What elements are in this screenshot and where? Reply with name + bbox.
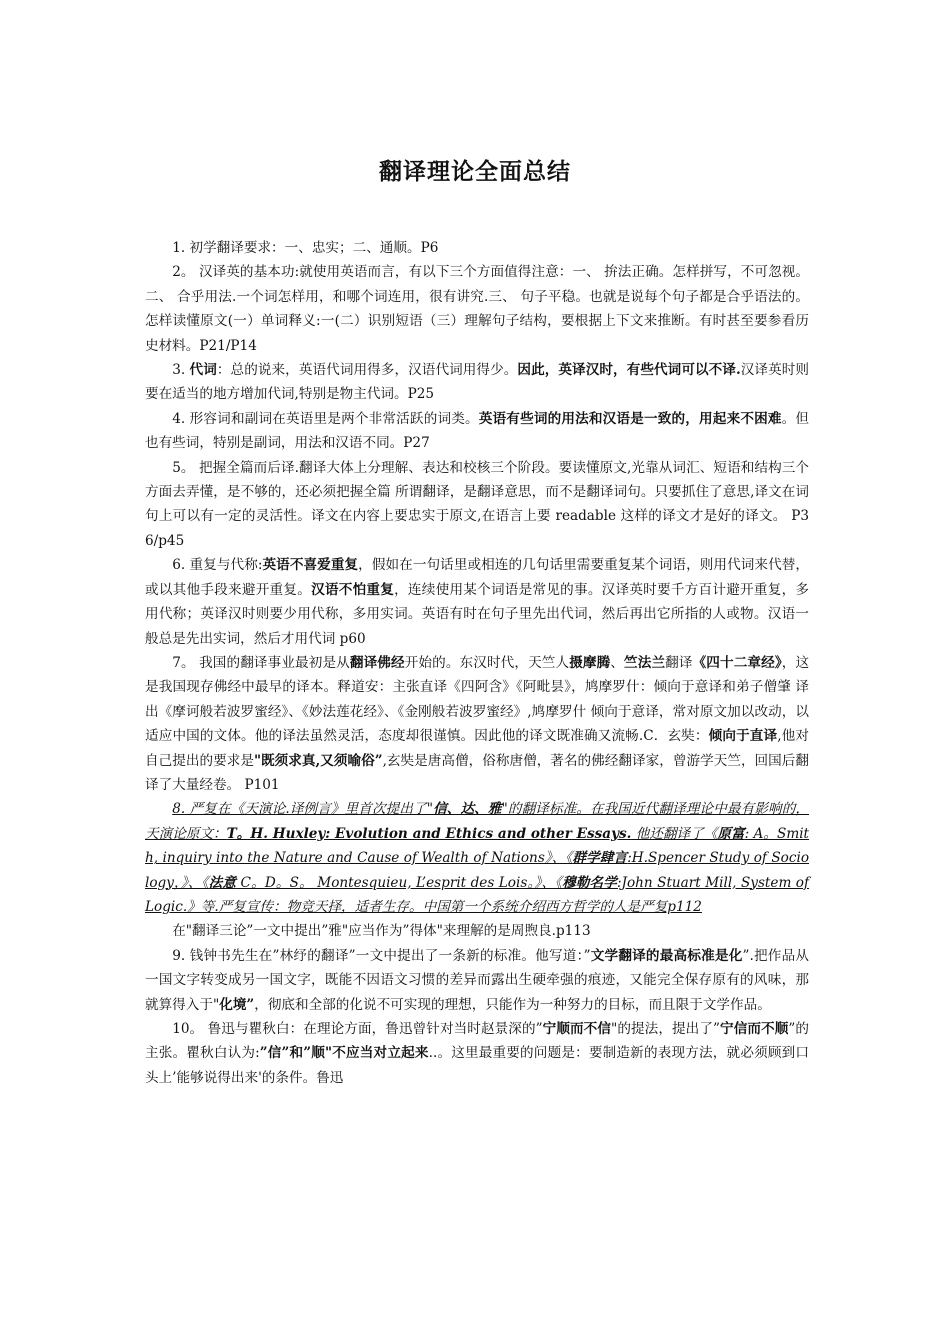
bold-text-run: 翻译佛经	[349, 654, 405, 671]
text-run: :John Stuart Mill, System of Logic.》等.严复宣传：物竞天择，适者生存。中国第一个系统介绍西方哲学的人是严复p112	[145, 874, 810, 915]
text-run: 汉译英时则要在适当的地方增加代词,特别是物主代词。P25	[145, 362, 810, 403]
text-run: 1. 初学翻译要求：一、忠实；二、通顺。P6	[172, 240, 439, 256]
text-run: 他还翻译了《	[631, 825, 718, 842]
bold-text-run: 摄摩腾	[569, 654, 611, 671]
text-run: 4. 形容词和副词在英语里是两个非常活跃的词类。	[172, 410, 479, 427]
text-run: 6. 重复与代称:	[172, 557, 263, 574]
bold-text-run: 化境”	[219, 996, 255, 1013]
paragraph-p7	[145, 651, 809, 797]
bold-text-run: 宁顺而不信	[542, 1021, 612, 1037]
paragraph-p3	[145, 358, 809, 407]
bold-text-run: 群学肆言	[572, 850, 628, 867]
text-run: 2。 汉译英的基本功:就使用英语而言，有以下三个方面值得注意：一、 拚法正确。怎样拼写，不可忽视。二、 合乎用法.一个词怎样用，和哪个词连用，很有讲究.三、 句子平稳。也就是说每个句子都是合乎语法的。怎样读懂原文(一）单词释义:一(二）识别短语（三）理解句子结构，要根据上下文来推断。有时甚至要参看历史材料。P21/P14	[145, 264, 809, 354]
paragraph-p5	[145, 456, 809, 554]
text-run: C。D。S。 Montesquieu, L’esprit des Lois。》、《	[236, 874, 563, 891]
paragraph-p8	[145, 797, 809, 919]
text-run: 5。 把握全篇而后译.翻译大体上分理解、表达和校核三个阶段。要读懂原文,光靠从词汇、短语和结构三个方面去弄懂，是不够的，还必须把握全篇 所谓翻译，是翻译意思，而不是翻译词句。只要抓住了意思,译文在词句上可以有一定的灵活性。译文在内容上要忠实于原文,在语言上要 readable 这样的译文才是好的译文。 P36/p45	[145, 459, 809, 549]
text-run: ，这是我国现存佛经中最早的译本。释道安：主张直译《四阿含》《阿毗昙》，鸠摩罗什：倾向于意译和弟子僧肇 译出《摩诃般若波罗蜜经》、《妙法莲花经》、《金刚般若波罗蜜经》,鸠摩罗什 倾向于意译，常对原文加以改动，以适应中国的文体。他的译法虽然灵活，态度却很谨慎。因此他的译文既准确又流畅.C．玄奘：	[145, 654, 810, 745]
text-run: 。但也有些词，特别是副词，用法和汉语不同。P27	[145, 410, 810, 452]
bold-text-run: 信、达、雅	[432, 801, 502, 818]
bold-text-run: "既须求真,又须喻俗”	[253, 752, 383, 769]
paragraph-p6	[145, 553, 809, 651]
bold-text-run: 法意	[208, 874, 237, 891]
bold-text-run: 宁信而不顺	[719, 1021, 789, 1037]
document-title: 翻译理论全面总结	[379, 159, 571, 185]
text-run: 3.	[172, 362, 190, 379]
paragraph-p9	[145, 919, 809, 943]
document-body	[145, 236, 809, 1090]
text-run: ..。这里最重要的问题是：要制造新的表现方法，就必须顾到口头上’能够说得出来'的条件。鲁迅	[145, 1045, 809, 1086]
bold-text-run: 代词	[189, 362, 217, 379]
text-run: : A。Smith, inquiry into the Nature and Cause of Wealth of Nations》、《	[145, 825, 810, 867]
text-run: 开始的。东汉时代，天竺人	[404, 654, 570, 671]
text-run: ，彻底和全部的化说不可实现的理想，只能作为一种努力的目标，而且限于文学作品。	[254, 996, 771, 1013]
bold-text-run: ”信”和”顺"不应当对立起来	[259, 1045, 429, 1062]
bold-text-run: 倾向于直译	[708, 728, 778, 745]
bold-text-run: 穆勒名学	[562, 874, 617, 891]
text-run: "的提法，提出了”	[611, 1021, 720, 1037]
bold-text-run: 原富	[717, 825, 745, 842]
text-run: ：总的说来，英语代词用得多，汉语代词用得少。	[216, 362, 518, 379]
bold-text-run: 英语不喜爱重复	[262, 557, 359, 574]
bold-text-run: 汉语不怕重复	[311, 581, 395, 598]
text-run: :H.Spencer Study of Sociology，》、《	[145, 850, 809, 891]
text-run: ”.把作品从一国文字转变成另一国文字，既能不因语文习惯的差异而露出生硬牵强的痕迹，又能完全保存原有的风味，那就算得入于"	[145, 947, 809, 1013]
paragraph-p2	[145, 260, 809, 358]
text-run: 9. 钱钟书先生在”林纾的翻译”一文中提出了一条新的标准。他写道：”	[172, 947, 591, 964]
bold-text-run: 因此，英译汉时，有些代词可以不译.	[517, 362, 741, 379]
text-run: 8. 严复在《天演论.译例言》里首次提出了"	[172, 801, 433, 818]
bold-text-run: 文学翻译的最高标准是化	[590, 947, 743, 964]
text-run: "的翻译标准。在我国近代翻译理论中最有影响的，天演论原文：	[145, 801, 809, 842]
text-run: ”的主张。瞿秋白认为:	[145, 1021, 810, 1062]
bold-text-run: 《四十二章经》	[692, 654, 782, 671]
bold-text-run: T。H. Huxley: Evolution and Ethics and other Essays.	[226, 825, 632, 842]
text-run: 7。 我国的翻译事业最初是从	[172, 654, 350, 671]
text-run: ，假如在一句话里或相连的几句话里需要重复某个词语，则用代词来代替，或以其他手段来避开重复。	[145, 557, 810, 598]
text-run: ,他对自己提出的要求是	[145, 728, 809, 769]
text-run: 翻译	[665, 654, 693, 671]
bold-text-run: 竺法兰	[624, 654, 666, 671]
text-run: ,玄奘是唐高僧，俗称唐僧，著名的佛经翻译家，曾游学天竺，回国后翻译了大量经卷。 P101	[145, 752, 809, 793]
paragraph-p1	[145, 236, 809, 260]
text-run: 、	[610, 654, 625, 671]
bold-text-run: 英语有些词的用法和汉语是一致的，用起来不困难	[478, 410, 782, 427]
text-run: 10。 鲁迅与瞿秋白：在理论方面，鲁迅曾针对当时赵景深的”	[172, 1021, 543, 1037]
text-run: ，连续使用某个词语是常见的事。汉译英时要千方百计避开重复，多用代称；英译汉时则要少用代称，多用实词。英语有时在句子里先出代词，然后再出它所指的人或物。汉语一般总是先出实词，然后才用代词 p60	[145, 581, 809, 647]
paragraph-p11	[145, 1017, 809, 1090]
text-run: 在"翻译三论”一文中提出”雅"应当作为”得体"来理解的是周煦良.p113	[172, 923, 591, 940]
paragraph-p10	[145, 944, 809, 1017]
paragraph-p4	[145, 407, 809, 456]
